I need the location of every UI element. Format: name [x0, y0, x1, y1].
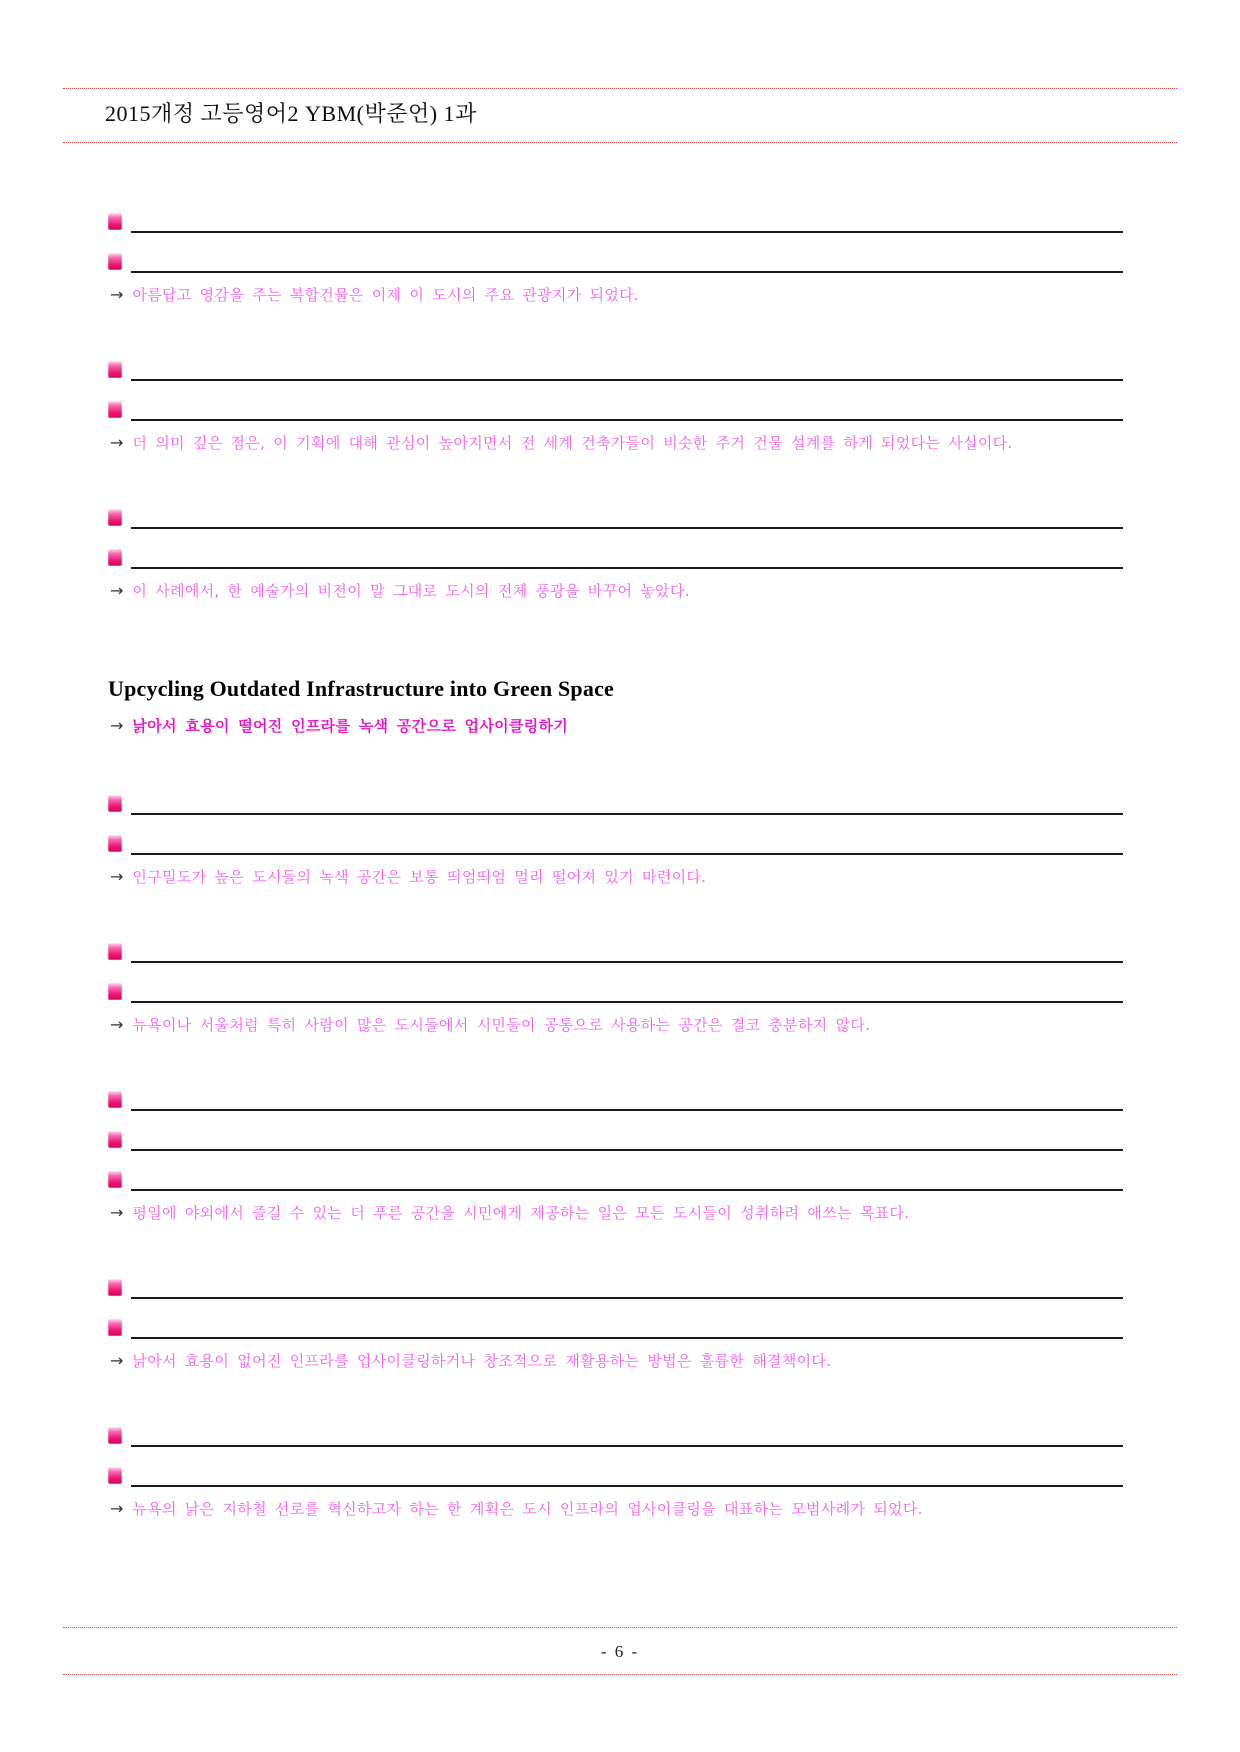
translation-text: 인구밀도가 높은 도시들의 녹색 공간은 보통 띄엄띄엄 멀리 떨어져 있기 마련이다.	[132, 868, 707, 886]
answer-line-row	[108, 381, 1123, 421]
bullet-square-icon	[108, 1467, 122, 1484]
writing-line[interactable]	[131, 1149, 1123, 1151]
bullet-square-icon	[108, 361, 122, 378]
section-subtitle-row	[108, 717, 1123, 736]
bullet-square-icon	[108, 1319, 122, 1336]
exercise-block	[108, 923, 1123, 1035]
worksheet-content	[108, 143, 1123, 1555]
answer-line-row	[108, 815, 1123, 855]
exercise-block	[108, 775, 1123, 887]
translation-text: 뉴욕의 낡은 지하철 선로를 혁신하고자 하는 한 계획은 도시 인프라의 업사이클링을 대표하는 모범사례가 되었다.	[132, 1500, 923, 1518]
answer-line-row	[108, 1151, 1123, 1191]
translation-text: 더 의미 깊은 점은, 이 기획에 대해 관심이 높아지면서 전 세계 건축가들이 비슷한 주거 건물 설계를 하게 되었다는 사실이다.	[132, 434, 1013, 452]
answer-line-row	[108, 923, 1123, 963]
translation-text: 평일에 야외에서 즐길 수 있는 더 푸른 공간을 시민에게 제공하는 일은 모든 도시들이 성취하려 애쓰는 목표다.	[132, 1204, 910, 1222]
bullet-square-icon	[108, 213, 122, 230]
page-footer	[63, 1627, 1177, 1675]
arrow-icon: →	[110, 1015, 124, 1034]
writing-line[interactable]	[131, 567, 1123, 569]
bullet-square-icon	[108, 1131, 122, 1148]
answer-line-row	[108, 233, 1123, 273]
writing-line[interactable]	[131, 1337, 1123, 1339]
section-subtitle: 낡아서 효용이 떨어진 인프라를 녹색 공간으로 업사이클링하기	[132, 717, 569, 735]
writing-line[interactable]	[131, 1297, 1123, 1299]
answer-line-row	[108, 489, 1123, 529]
bullet-square-icon	[108, 1171, 122, 1188]
writing-line[interactable]	[131, 1445, 1123, 1447]
writing-line[interactable]	[131, 1001, 1123, 1003]
translation-row	[108, 868, 1123, 887]
writing-line[interactable]	[131, 813, 1123, 815]
answer-line-row	[108, 529, 1123, 569]
arrow-icon: →	[110, 285, 124, 304]
bullet-square-icon	[108, 401, 122, 418]
footer-top-rule	[63, 1627, 1177, 1628]
exercise-block	[108, 489, 1123, 601]
bullet-square-icon	[108, 509, 122, 526]
translation-row	[108, 582, 1123, 601]
bullet-square-icon	[108, 1091, 122, 1108]
translation-row	[108, 1352, 1123, 1371]
arrow-icon: →	[110, 867, 124, 886]
section-title: Upcycling Outdated Infrastructure into Green Space	[108, 676, 614, 701]
section-heading-block	[108, 676, 1123, 736]
writing-line[interactable]	[131, 853, 1123, 855]
translation-row	[108, 1204, 1123, 1223]
page-header	[63, 88, 1177, 143]
answer-line-row	[108, 1111, 1123, 1151]
bullet-square-icon	[108, 1427, 122, 1444]
writing-line[interactable]	[131, 379, 1123, 381]
arrow-icon: →	[110, 716, 124, 735]
arrow-icon: →	[110, 1203, 124, 1222]
writing-line[interactable]	[131, 1189, 1123, 1191]
exercise-block	[108, 341, 1123, 453]
translation-text: 뉴욕이나 서울처럼 특히 사람이 많은 도시들에서 시민들이 공통으로 사용하는 공간은 결코 충분하지 않다.	[132, 1016, 871, 1034]
writing-line[interactable]	[131, 1109, 1123, 1111]
answer-line-row	[108, 1407, 1123, 1447]
bullet-square-icon	[108, 943, 122, 960]
translation-text: 이 사례에서, 한 예술가의 비전이 말 그대로 도시의 전체 풍광을 바꾸어 놓았다.	[132, 582, 690, 600]
bullet-square-icon	[108, 549, 122, 566]
page-number: - 6 -	[600, 1642, 640, 1661]
answer-line-row	[108, 1299, 1123, 1339]
bullet-square-icon	[108, 1279, 122, 1296]
translation-text: 아름답고 영감을 주는 복합건물은 이제 이 도시의 주요 관광지가 되었다.	[132, 286, 639, 304]
translation-row	[108, 1016, 1123, 1035]
bullet-square-icon	[108, 983, 122, 1000]
writing-line[interactable]	[131, 527, 1123, 529]
answer-line-row	[108, 775, 1123, 815]
answer-line-row	[108, 1259, 1123, 1299]
translation-row	[108, 286, 1123, 305]
bullet-square-icon	[108, 835, 122, 852]
exercise-block	[108, 1259, 1123, 1371]
page-title: 2015개정 고등영어2 YBM(박준언) 1과	[105, 101, 477, 126]
translation-text: 낡아서 효용이 없어진 인프라를 업사이클링하거나 창조적으로 재활용하는 방법은 훌륭한 해결책이다.	[132, 1352, 832, 1370]
writing-line[interactable]	[131, 961, 1123, 963]
answer-line-row	[108, 963, 1123, 1003]
arrow-icon: →	[110, 1351, 124, 1370]
arrow-icon: →	[110, 433, 124, 452]
answer-line-row	[108, 341, 1123, 381]
bullet-square-icon	[108, 253, 122, 270]
answer-line-row	[108, 1071, 1123, 1111]
answer-line-row	[108, 193, 1123, 233]
bullet-square-icon	[108, 795, 122, 812]
writing-line[interactable]	[131, 1485, 1123, 1487]
footer-bottom-rule	[63, 1674, 1177, 1675]
arrow-icon: →	[110, 1499, 124, 1518]
translation-row	[108, 434, 1123, 453]
exercise-block	[108, 1071, 1123, 1223]
exercise-block	[108, 1407, 1123, 1519]
arrow-icon: →	[110, 581, 124, 600]
writing-line[interactable]	[131, 271, 1123, 273]
writing-line[interactable]	[131, 419, 1123, 421]
exercise-block	[108, 193, 1123, 305]
answer-line-row	[108, 1447, 1123, 1487]
translation-row	[108, 1500, 1123, 1519]
writing-line[interactable]	[131, 231, 1123, 233]
header-top-rule	[63, 88, 1177, 89]
